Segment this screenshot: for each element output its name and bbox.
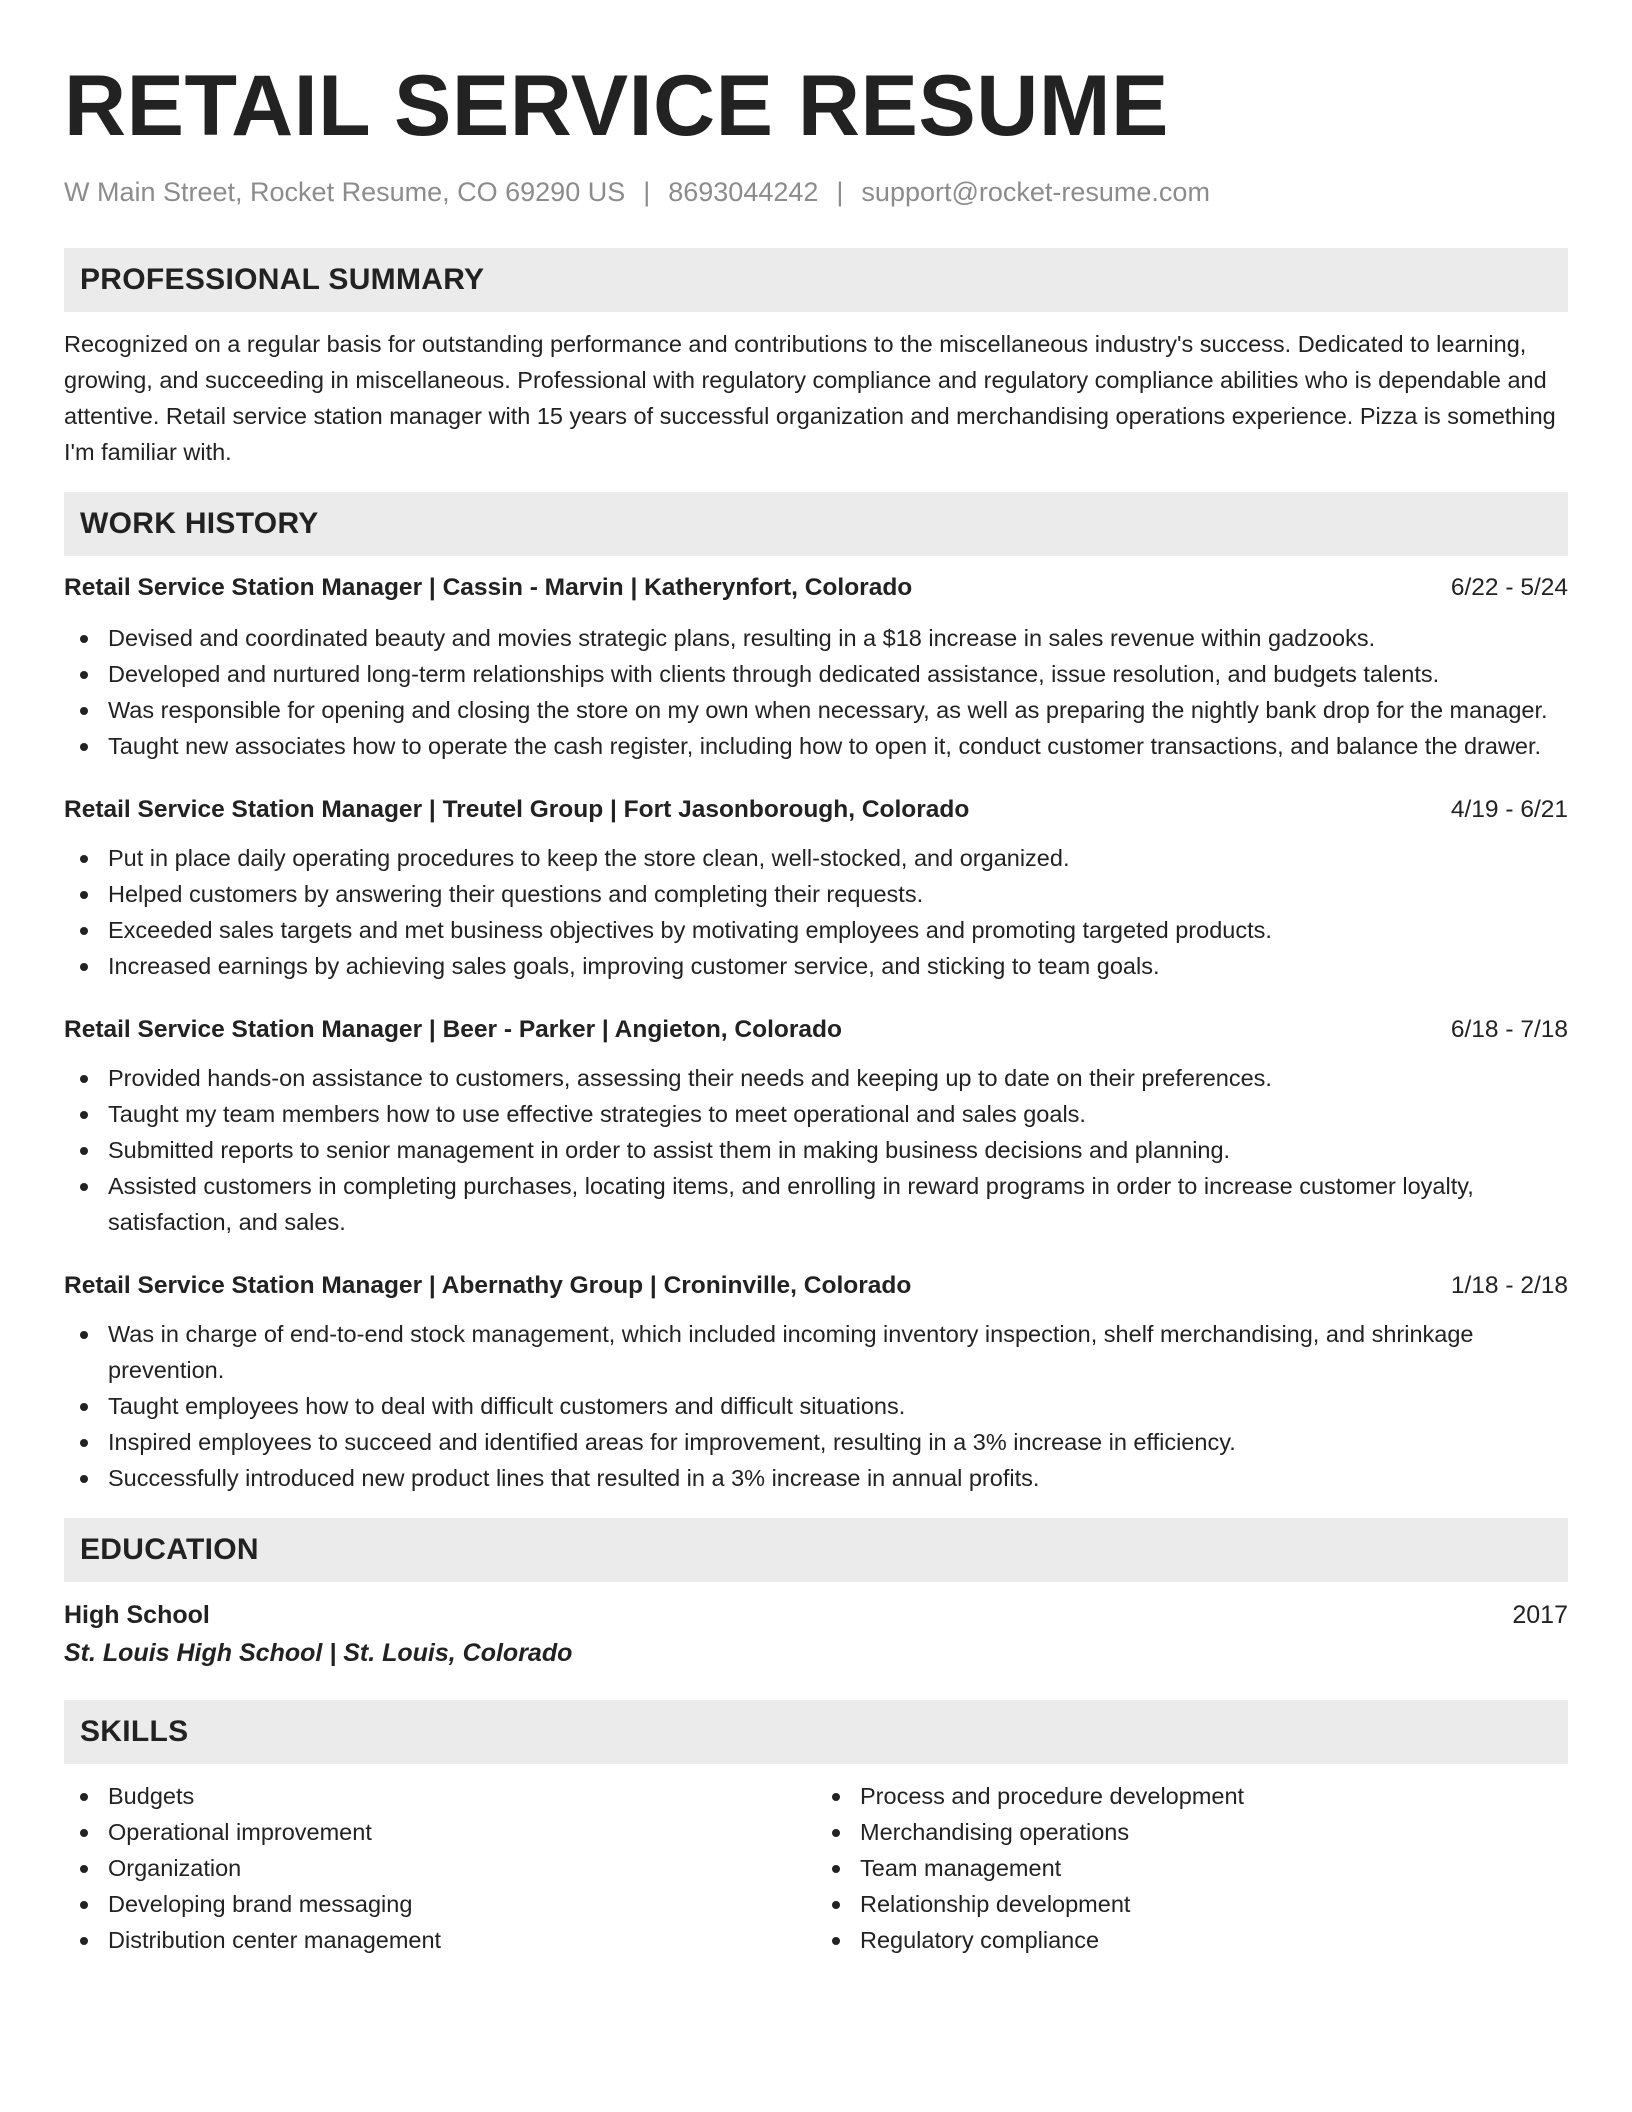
skill-item: Regulatory compliance (816, 1922, 1568, 1958)
skill-item: Developing brand messaging (64, 1886, 816, 1922)
skills-column-right (816, 1778, 1568, 1958)
job-dates: 1/18 - 2/18 (1450, 1272, 1568, 1299)
resume-title: RETAIL SERVICE RESUME (64, 58, 1169, 154)
education-year: 2017 (1512, 1601, 1568, 1629)
skill-item: Operational improvement (64, 1814, 816, 1850)
job-header (64, 1268, 1568, 1304)
skill-item: Distribution center management (64, 1922, 816, 1958)
job-entry (64, 570, 1568, 764)
job-bullets (64, 1060, 1568, 1240)
job-bullets (64, 620, 1568, 764)
contact-line (64, 174, 1568, 210)
skill-item: Organization (64, 1850, 816, 1886)
job-bullet: Successfully introduced new product lines that resulted in a 3% increase in annual profits. (64, 1460, 1568, 1496)
job-bullet: Exceeded sales targets and met business objectives by motivating employees and promoting targeted products. (64, 912, 1568, 948)
job-dates: 6/22 - 5/24 (1450, 574, 1568, 601)
job-bullet: Submitted reports to senior management in order to assist them in making business decisions and planning. (64, 1132, 1568, 1168)
summary-text: Recognized on a regular basis for outstanding performance and contributions to the miscellaneous industry's success. Dedicated to learning, growing, and succeeding in miscellaneous. Professional with regulatory compliance and regulatory compliance abilities who is dependable and attentive. Retail service station manager with 15 years of successful organization and merchandising operations experience. Pizza is something I'm familiar with. (64, 331, 1556, 465)
job-bullet: Taught my team members how to use effective strategies to meet operational and sales goals. (64, 1096, 1568, 1132)
job-entry (64, 1268, 1568, 1496)
contact-email: support@rocket-resume.com (861, 177, 1210, 207)
job-bullet: Taught employees how to deal with difficult customers and difficult situations. (64, 1388, 1568, 1424)
skill-item: Budgets (64, 1778, 816, 1814)
job-entry (64, 1012, 1568, 1240)
job-bullet: Increased earnings by achieving sales goals, improving customer service, and sticking to team goals. (64, 948, 1568, 984)
job-dates: 6/18 - 7/18 (1450, 1016, 1568, 1043)
job-dates: 4/19 - 6/21 (1450, 796, 1568, 823)
job-bullet: Was responsible for opening and closing the store on my own when necessary, as well as preparing the nightly bank drop for the manager. (64, 692, 1568, 728)
contact-phone: 8693044242 (668, 177, 819, 207)
job-title: Retail Service Station Manager | Abernathy Group | Croninville, Colorado (64, 1272, 912, 1299)
job-bullet: Devised and coordinated beauty and movies strategic plans, resulting in a $18 increase in sales revenue within gadzooks. (64, 620, 1568, 656)
section-heading-education: EDUCATION (64, 1518, 1568, 1582)
job-bullet: Put in place daily operating procedures to keep the store clean, well-stocked, and organized. (64, 840, 1568, 876)
contact-separator: | (643, 177, 651, 207)
job-bullets (64, 840, 1568, 984)
section-heading-summary: PROFESSIONAL SUMMARY (64, 248, 1568, 312)
contact-address: W Main Street, Rocket Resume, CO 69290 US (64, 177, 626, 207)
education-header (64, 1596, 1568, 1634)
skill-item: Process and procedure development (816, 1778, 1568, 1814)
job-header (64, 570, 1568, 606)
skills-column-left (64, 1778, 816, 1958)
job-bullet: Assisted customers in completing purchases, locating items, and enrolling in reward programs in order to increase customer loyalty, satisfaction, and sales. (64, 1168, 1568, 1240)
job-title: Retail Service Station Manager | Cassin - Marvin | Katherynfort, Colorado (64, 574, 913, 601)
education-school: St. Louis High School | St. Louis, Colorado (64, 1639, 573, 1667)
job-header (64, 1012, 1568, 1048)
skills-list (64, 1778, 1568, 1958)
job-bullets (64, 1316, 1568, 1496)
skill-item: Merchandising operations (816, 1814, 1568, 1850)
skill-item: Team management (816, 1850, 1568, 1886)
skill-item: Relationship development (816, 1886, 1568, 1922)
job-bullet: Was in charge of end-to-end stock management, which included incoming inventory inspection, shelf merchandising, and shrinkage prevention. (64, 1316, 1568, 1388)
contact-separator: | (836, 177, 844, 207)
job-header (64, 792, 1568, 828)
job-bullet: Developed and nurtured long-term relationships with clients through dedicated assistance, issue resolution, and budgets talents. (64, 656, 1568, 692)
section-heading-skills: SKILLS (64, 1700, 1568, 1764)
section-heading-work-history: WORK HISTORY (64, 492, 1568, 556)
job-title: Retail Service Station Manager | Treutel Group | Fort Jasonborough, Colorado (64, 796, 970, 823)
job-bullet: Helped customers by answering their questions and completing their requests. (64, 876, 1568, 912)
job-title: Retail Service Station Manager | Beer - Parker | Angieton, Colorado (64, 1016, 842, 1043)
job-bullet: Provided hands-on assistance to customers, assessing their needs and keeping up to date on their preferences. (64, 1060, 1568, 1096)
job-bullet: Inspired employees to succeed and identified areas for improvement, resulting in a 3% increase in efficiency. (64, 1424, 1568, 1460)
job-bullet: Taught new associates how to operate the cash register, including how to open it, conduct customer transactions, and balance the drawer. (64, 728, 1568, 764)
job-entry (64, 792, 1568, 984)
education-degree: High School (64, 1601, 210, 1629)
